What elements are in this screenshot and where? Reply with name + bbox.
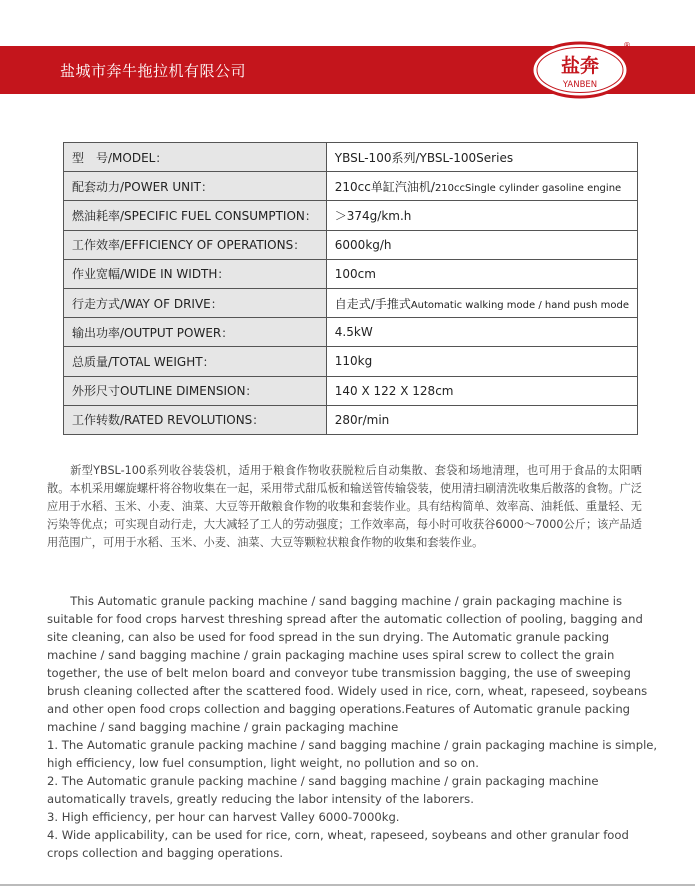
spec-row-fuel [64, 201, 638, 230]
spec-row-power-unit [64, 172, 638, 201]
feature-item-4: 4. Wide applicability, can be used for rice, corn, wheat, rapeseed, soybeans and other granular food crops collection and bagging operations. [47, 828, 629, 860]
spec-row-revolutions [64, 405, 638, 434]
logo-brand-en: YANBEN [562, 80, 598, 90]
spec-row-output-power [64, 318, 638, 347]
spec-label: 行走方式/WAY OF DRIVE： [64, 288, 327, 317]
registered-mark: ® [623, 41, 631, 50]
spec-value: 110kg [326, 347, 637, 376]
spec-row-efficiency [64, 230, 638, 259]
spec-value: ＞374g/km.h [326, 201, 637, 230]
spec-value: 4.5kW [326, 318, 637, 347]
spec-label: 型 号/MODEL： [64, 143, 327, 172]
spec-row-dimension [64, 376, 638, 405]
spec-label: 输出功率/OUTPUT POWER： [64, 318, 327, 347]
description-chinese: 新型YBSL-100系列收谷装袋机，适用于粮食作物收获脱粒后自动集散、套袋和场地清理，也可用于食品的太阳晒散。本机采用螺旋螺杆将谷物收集在一起，采用带式甜瓜板和输送管传输袋装，使用清扫刷清洗收集后散落的食物。广泛应用于水稻、玉米、小麦、油菜、大豆等开敞粮食作物的收集和套装作业。具有结构简单、效率高、油耗低、重量轻、无污染等优点；可实现自动行走，大大减轻了工人的劳动强度；工作效率高，每小时可收获谷6000～7000公斤；该产品适用范围广，可用于水稻、玉米、小麦、油菜、大豆等颗粒状粮食作物的收集和套装作业。 [47, 464, 642, 549]
description-paragraph: This Automatic granule packing machine / sand bagging machine / grain packaging machine is suitable for food crops harvest threshing spread after the automatic collection of pooling, bagging and site cleaning, can also be used for food spread in the sun drying. The Automatic granule packing machine / sand bagging machine / grain packaging machine uses spiral screw to collect the grain together, the use of belt melon board and conveyor tube transmission bagging, the use of sweeping brush cleaning collected after the scattered food. Widely used in rice, corn, wheat, rapeseed, soybeans and other open food crops collection and bagging operations.Features of Automatic granule packing machine / sand bagging machine / grain packaging machine [47, 594, 648, 734]
spec-table [63, 142, 638, 435]
description-english [47, 592, 659, 862]
spec-value: 140 X 122 X 128cm [326, 376, 637, 405]
spec-row-weight [64, 347, 638, 376]
logo-brand-cn: 盐奔 [560, 55, 600, 77]
spec-row-model [64, 143, 638, 172]
spec-row-drive [64, 288, 638, 317]
spec-label: 燃油耗率/SPECIFIC FUEL CONSUMPTION： [64, 201, 327, 230]
feature-item-3: 3. High efficiency, per hour can harvest Valley 6000-7000kg. [47, 810, 400, 824]
spec-value: 100cm [326, 259, 637, 288]
yanben-logo [530, 40, 634, 100]
spec-value: 6000kg/h [326, 230, 637, 259]
spec-value: 自走式/手推式Automatic walking mode / hand push mode [326, 288, 637, 317]
spec-label: 配套动力/POWER UNIT： [64, 172, 327, 201]
feature-item-2: 2. The Automatic granule packing machine / sand bagging machine / grain packaging machine automatically travels, greatly reducing the labor intensity of the laborers. [47, 774, 599, 806]
company-name: 盐城市奔牛拖拉机有限公司 [60, 62, 247, 80]
spec-value: 210cc单缸汽油机/210ccSingle cylinder gasoline engine [326, 172, 637, 201]
spec-label: 工作转数/RATED REVOLUTIONS： [64, 405, 327, 434]
spec-label: 工作效率/EFFICIENCY OF OPERATIONS： [64, 230, 327, 259]
spec-row-width [64, 259, 638, 288]
feature-item-1: 1. The Automatic granule packing machine / sand bagging machine / grain packaging machine is simple, high efficiency, low fuel consumption, light weight, no pollution and so on. [47, 738, 658, 770]
bottom-divider [0, 884, 695, 886]
spec-label: 总质量/TOTAL WEIGHT： [64, 347, 327, 376]
spec-value: 280r/min [326, 405, 637, 434]
spec-value: YBSL-100系列/YBSL-100Series [326, 143, 637, 172]
spec-label: 作业宽幅/WIDE IN WIDTH： [64, 259, 327, 288]
spec-label: 外形尺寸OUTLINE DIMENSION： [64, 376, 327, 405]
